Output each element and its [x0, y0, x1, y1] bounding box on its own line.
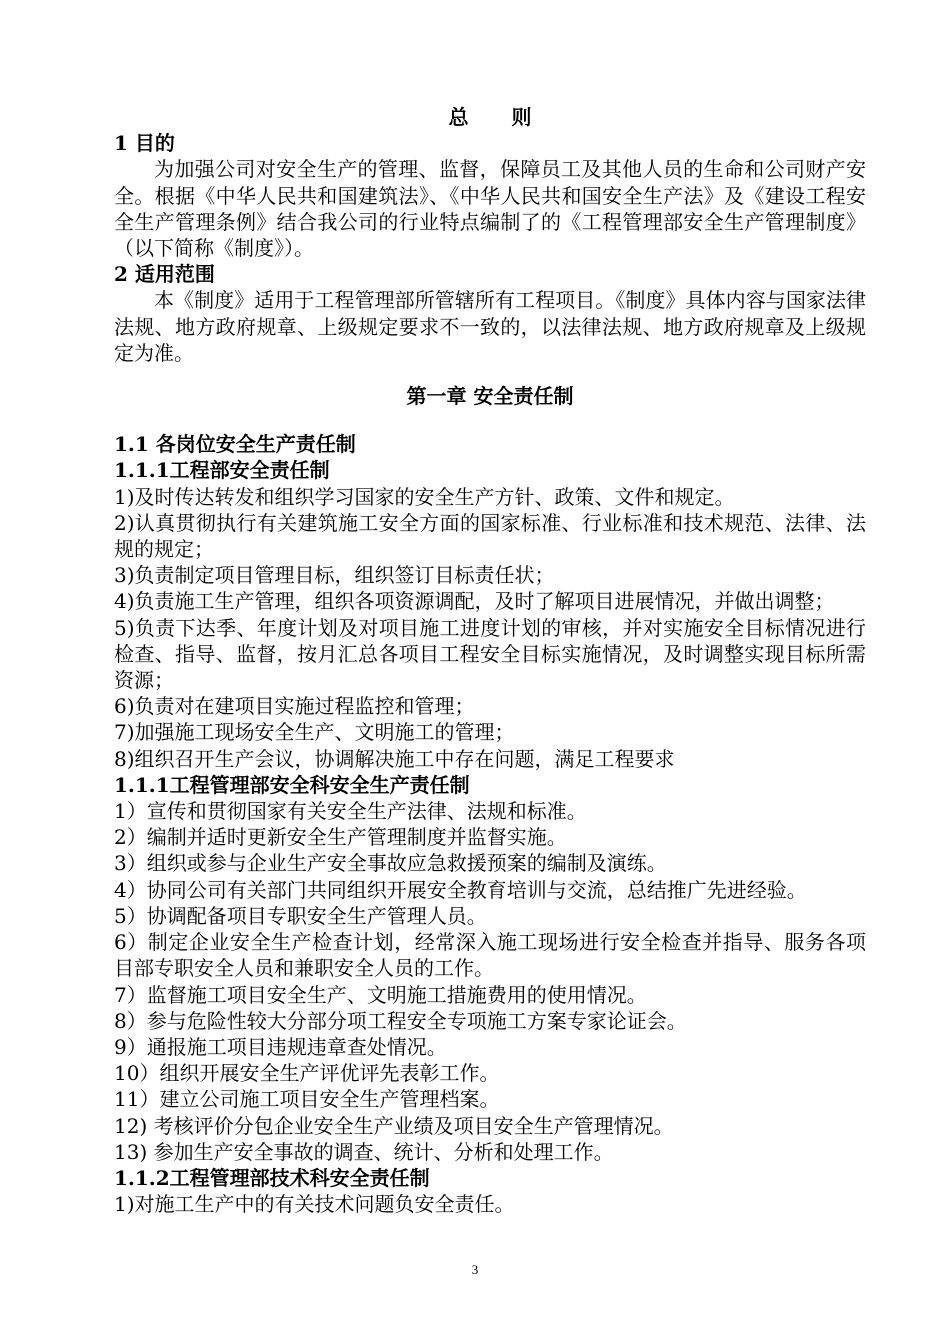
list-item: 5)负责下达季、年度计划及对项目施工进度计划的审核，并对实施安全目标情况进行检查、指导、监督，按月汇总各项目工程安全目标实施情况，及时调整实现目标所需资源； — [114, 615, 866, 693]
section-paragraph-purpose: 为加强公司对安全生产的管理、监督，保障员工及其他人员的生命和公司财产安全。根据《中华人民共和国建筑法》、《中华人民共和国安全生产法》及《建设工程安全生产管理条例》结合我公司的行业特点编制了的《工程管理部安全生产管理制度》（以下简称《制度》）。 — [114, 157, 866, 261]
list-item: 6)负责对在建项目实施过程监控和管理； — [114, 694, 475, 719]
list-item: 1）宣传和贯彻国家有关安全生产法律、法规和标准。 — [114, 799, 587, 824]
list-item: 7）监督施工项目安全生产、文明施工措施费用的使用情况。 — [114, 982, 647, 1007]
list-item: 2)认真贯彻执行有关建筑施工安全方面的国家标准、行业标准和技术规范、法律、法规的规定； — [114, 510, 866, 562]
section-heading-1-1: 1.1 各岗位安全生产责任制 — [114, 432, 356, 457]
chapter-title: 第一章 安全责任制 — [406, 384, 574, 409]
list-item: 8)组织召开生产会议，协调解决施工中存在问题，满足工程要求 — [114, 746, 675, 771]
subsection-heading-technical-section: 1.1.2工程管理部技术科安全责任制 — [114, 1165, 430, 1190]
list-item: 1)及时传达转发和组织学习国家的安全生产方针、政策、文件和规定。 — [114, 484, 735, 509]
list-item: 7)加强施工现场安全生产、文明施工的管理； — [114, 720, 515, 745]
list-item: 8）参与危险性较大分部分项工程安全专项施工方案专家论证会。 — [114, 1008, 687, 1033]
list-item: 6）制定企业安全生产检查计划，经常深入施工现场进行安全检查并指导、服务各项目部专职安全人员和兼职安全人员的工作。 — [114, 930, 866, 981]
document-body — [114, 104, 866, 1217]
section-heading-purpose: 1 目的 — [114, 131, 175, 156]
list-item: 10）组织开展安全生产评优评先表彰工作。 — [114, 1061, 500, 1086]
subsection-heading-safety-section: 1.1.1工程管理部安全科安全生产责任制 — [114, 772, 470, 797]
list-item: 4)负责施工生产管理，组织各项资源调配，及时了解项目进展情况，并做出调整； — [114, 589, 835, 614]
list-item: 13) 参加生产安全事故的调查、统计、分析和处理工作。 — [114, 1139, 614, 1164]
section-paragraph-scope: 本《制度》适用于工程管理部所管辖所有工程项目。《制度》具体内容与国家法律法规、地方政府规章、上级规定要求不一致的，以法律法规、地方政府规章及上级规定为准。 — [114, 288, 866, 365]
list-item: 4）协同公司有关部门共同组织开展安全教育培训与交流，总结推广先进经验。 — [114, 877, 807, 902]
list-item: 2）编制并适时更新安全生产管理制度并监督实施。 — [114, 825, 567, 850]
section-heading-scope: 2 适用范围 — [114, 262, 215, 287]
subsection-heading-engineering-dept: 1.1.1工程部安全责任制 — [114, 458, 330, 483]
list-item: 3）组织或参与企业生产安全事故应急救援预案的编制及演练。 — [114, 851, 667, 876]
page-number: 3 — [471, 1262, 479, 1277]
list-item: 12) 考核评价分包企业安全生产业绩及项目安全生产管理情况。 — [114, 1113, 674, 1138]
list-item: 9）通报施工项目违规违章查处情况。 — [114, 1034, 447, 1059]
list-item: 11）建立公司施工项目安全生产管理档案。 — [114, 1087, 500, 1112]
document-title: 总 则 — [448, 105, 550, 129]
list-item: 1)对施工生产中的有关技术问题负安全责任。 — [114, 1192, 515, 1217]
list-item: 5）协调配备项目专职安全生产管理人员。 — [114, 903, 487, 928]
list-item: 3)负责制定项目管理目标，组织签订目标责任状； — [114, 563, 555, 588]
